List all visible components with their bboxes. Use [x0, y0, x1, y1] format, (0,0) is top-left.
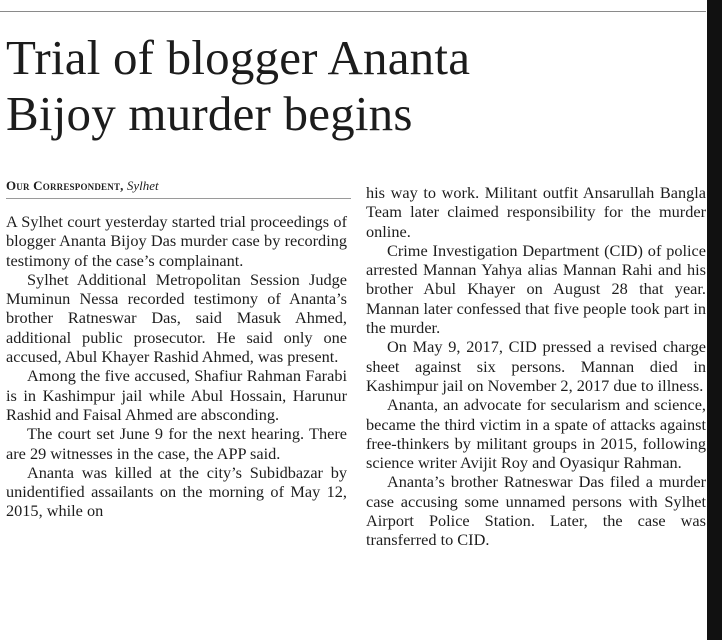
- byline-location: Sylhet: [126, 178, 159, 193]
- headline: [6, 30, 706, 142]
- paragraph: Ananta was killed at the city’s Subidbazar by unidentified assailants on the morning of May 12, 2015, while on: [6, 462, 347, 521]
- paragraph: Ananta, an advocate for secularism and science, became the third victim in a spate of attacks against free-thinkers by militant groups in 2015, following science writer Avijit Roy and Oyasiqur Rahman.: [366, 395, 706, 473]
- article-column-left: [6, 212, 347, 521]
- paragraph: A Sylhet court yesterday started trial proceedings of blogger Ananta Bijoy Das murder case by recording testimony of the case’s complainant.: [6, 212, 347, 270]
- paragraph: Among the five accused, Shafiur Rahman Farabi is in Kashimpur jail while Abul Hossain, Harunur Rashid and Faisal Ahmed are absconding.: [6, 366, 347, 424]
- paragraph: Sylhet Additional Metropolitan Session Judge Muminun Nessa recorded testimony of Ananta’s brother Ratneswar Das, said Masuk Ahmed, additional public prosecutor. He said only one accused, Abul Khayer Rashid Ahmed, was present.: [6, 269, 347, 367]
- paragraph: On May 9, 2017, CID pressed a revised charge sheet against six persons. Mannan died in Kashimpur jail on November 2, 2017 due to illness.: [366, 337, 706, 395]
- headline-line-1: Trial of blogger Ananta: [6, 30, 471, 85]
- paragraph-continued: his way to work. Militant outfit Ansarullah Bangla Team later claimed responsibility for the murder online.: [366, 183, 706, 241]
- byline-rule: [6, 198, 351, 199]
- top-rule: [0, 11, 706, 12]
- page-edge-shadow: [707, 0, 722, 640]
- paragraph: Crime Investigation Department (CID) of police arrested Mannan Yahya alias Mannan Rahi and his brother Abul Khayer on August 28 that year. Mannan later confessed that five people took part in the murder.: [366, 240, 706, 338]
- headline-line-2: Bijoy murder begins: [6, 86, 413, 141]
- paragraph: Ananta’s brother Ratneswar Das filed a murder case accusing some unnamed persons with Sylhet Airport Police Station. Later, the case was transferred to CID.: [366, 472, 706, 550]
- paragraph: The court set June 9 for the next hearing. There are 29 witnesses in the case, the APP said.: [6, 424, 347, 463]
- article-column-right: [366, 183, 706, 550]
- byline: [6, 178, 351, 194]
- byline-author: Our Correspondent,: [6, 178, 124, 193]
